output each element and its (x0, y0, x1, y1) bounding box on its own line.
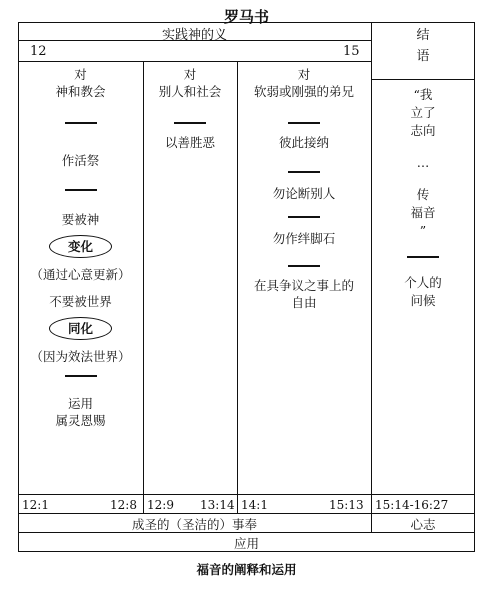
column-others-and-society (143, 66, 237, 151)
column-heading: 软弱或刚强的弟兄 (253, 84, 354, 99)
verse-ref: 12:9 (147, 498, 174, 512)
column-god-and-church (18, 66, 143, 429)
column-heading: 神和教会 (55, 84, 106, 99)
column-heading: 别人和社会 (158, 84, 222, 99)
rule-under-refs (18, 513, 475, 514)
list-item: （通过心意更新） (30, 267, 131, 282)
list-item: 属灵恩赐 (55, 413, 106, 428)
verse-ref: 12:8 (110, 498, 137, 512)
list-item: 不要被世界 (49, 294, 112, 309)
list-item: 问候 (410, 293, 436, 308)
rule-under-range (18, 61, 371, 62)
column-heading: 对 (297, 67, 311, 82)
range-end: 15 (343, 44, 360, 59)
list-item: … (416, 155, 430, 170)
purpose-label: 成圣的（圣洁的）事奉 (131, 517, 257, 532)
list-item: 勿作绊脚石 (272, 231, 336, 246)
oval-highlight: 变化 (49, 235, 112, 258)
list-item: “我 (413, 87, 433, 102)
list-item: 志向 (410, 123, 436, 138)
column-heading: 对 (183, 67, 197, 82)
list-item: 以善胜恶 (164, 135, 215, 150)
application-label: 应用 (233, 536, 259, 551)
list-item: 自由 (291, 295, 317, 310)
list-item: 要被神 (61, 212, 100, 227)
list-item: 运用 (67, 396, 93, 411)
list-item: 福音 (410, 205, 436, 220)
verse-ref: 12:1 (22, 498, 49, 512)
range-start: 12 (30, 44, 47, 59)
list-item: （因为效法世界） (30, 349, 131, 364)
conclusion-label: 结 语 (416, 28, 430, 64)
verse-ref: 15:14-16:27 (375, 498, 449, 512)
list-item: 在具争议之事上的 (253, 278, 354, 293)
figure-caption: 福音的阐释和运用 (196, 562, 297, 577)
column-conclusion (371, 86, 475, 310)
list-item: 彼此接纳 (278, 135, 329, 150)
column-heading: 对 (74, 67, 87, 82)
rule-under-conclusion (371, 79, 475, 80)
page-title: 罗马书 (223, 8, 269, 26)
resolve-label: 心志 (410, 517, 436, 532)
rule-above-refs (18, 494, 475, 495)
column-weak-or-strong (237, 66, 371, 311)
verse-ref: 13:14 (200, 498, 235, 512)
list-item: 立了 (410, 105, 436, 120)
list-item: ” (419, 223, 427, 238)
list-item: 个人的 (404, 275, 442, 290)
top-label: 实践神的义 (161, 28, 227, 43)
oval-highlight: 同化 (49, 317, 112, 340)
list-item: 作活祭 (61, 153, 100, 168)
verse-ref: 15:13 (329, 498, 364, 512)
list-item: 传 (416, 187, 430, 202)
verse-ref: 14:1 (241, 498, 268, 512)
list-item: 勿论断别人 (272, 186, 336, 201)
